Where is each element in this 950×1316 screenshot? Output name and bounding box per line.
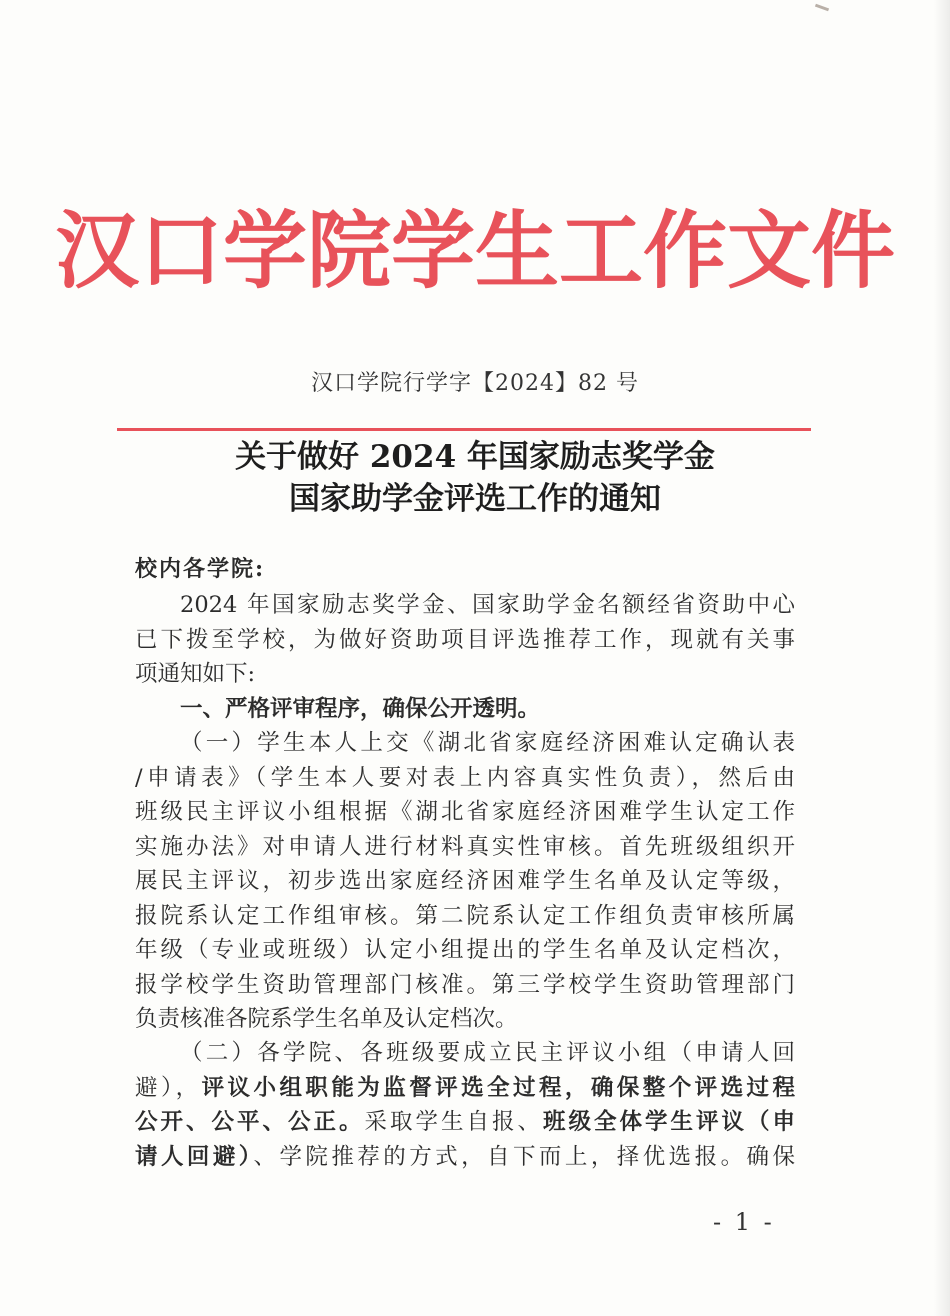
intro-line: 已下拨至学校，为做好资助项目评选推荐工作，现就有关事 (135, 626, 795, 653)
document-title (0, 436, 950, 520)
bold-text-span: 公开、公平、公正。 (135, 1109, 365, 1135)
paragraph-line: 负责核准各院系学生名单及认定档次。 (135, 1006, 518, 1032)
document-masthead: 汉口学院学生工作文件 (54, 201, 895, 300)
intro-paragraph (135, 588, 795, 726)
title-line-2: 国家助学金评选工作的通知 (289, 481, 661, 517)
intro-line: 2024 年国家励志奖学金、国家助学金名额经省资助中心 (180, 592, 795, 618)
title-line-1: 关于做好 2024 年国家励志奖学金 (235, 439, 715, 475)
salutation: 校内各学院: (135, 556, 266, 582)
bold-text-span: 班级全体学生评议（申 (542, 1109, 795, 1135)
paragraph-2 (135, 1036, 795, 1174)
paragraph-1 (135, 726, 795, 1037)
text-span: 采取学生自报、 (364, 1109, 543, 1135)
document-number: 汉口学院行学字【2024】82 号 (311, 371, 639, 396)
page-number: - 1 - (713, 1208, 775, 1236)
red-divider-line (117, 428, 811, 431)
paragraph-line: /申请表》（学生本人要对表上内容真实性负责），然后由 (135, 764, 795, 791)
scan-mark (815, 4, 829, 12)
section-heading: 一、严格评审程序，确保公开透明。 (180, 695, 541, 722)
paragraph-line: 班级民主评议小组根据《湖北省家庭经济困难学生认定工作 (135, 799, 795, 825)
text-span: 避）， (135, 1074, 202, 1101)
paragraph-line (135, 1105, 795, 1140)
paragraph-line: （一）学生本人上交《湖北省家庭经济困难认定确认表 (180, 730, 795, 756)
paragraph-line: （二）各学院、各班级要成立民主评议小组（申请人回 (180, 1040, 795, 1066)
paragraph-line: 年级（专业或班级）认定小组提出的学生名单及认定档次， (135, 937, 795, 963)
bold-text-span: 请人回避） (135, 1143, 254, 1170)
paragraph-line: 报学校学生资助管理部门核准。第三学校学生资助管理部门 (135, 971, 795, 998)
paragraph-line: 展民主评议，初步选出家庭经济困难学生名单及认定等级， (135, 868, 795, 894)
paragraph-line: 实施办法》对申请人进行材料真实性审核。首先班级组织开 (135, 833, 795, 860)
paragraph-line (135, 1140, 795, 1175)
paragraph-line: 报院系认定工作组审核。第二院系认定工作组负责审核所属 (135, 902, 795, 929)
text-span: 、学院推荐的方式，自下而上，择优选报。确保 (253, 1143, 795, 1170)
bold-text-span: 评议小组职能为监督评选全过程，确保整个评选过程 (201, 1074, 795, 1101)
paragraph-line (135, 1071, 795, 1106)
intro-line: 项通知如下: (135, 661, 256, 687)
